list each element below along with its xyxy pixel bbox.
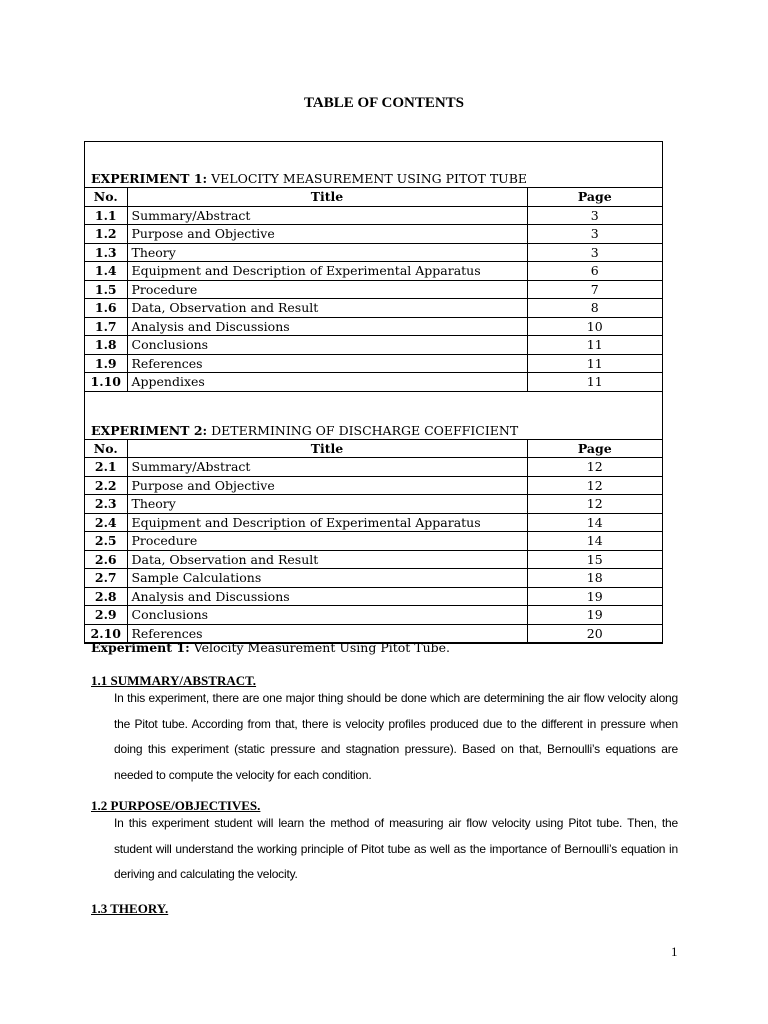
row-title: Theory bbox=[127, 495, 527, 514]
column-header-page: Page bbox=[527, 188, 662, 206]
experiment-2-header bbox=[85, 392, 662, 440]
row-page: 3 bbox=[527, 243, 662, 262]
table-header-row bbox=[85, 188, 662, 206]
row-number: 1.6 bbox=[85, 299, 127, 318]
row-number: 1.3 bbox=[85, 243, 127, 262]
caption-label: Experiment 1: bbox=[91, 640, 190, 655]
purpose-paragraph: In this experiment student will learn the method of measuring air flow velocity using Pitot tube. Then, the student will understand the working principle of Pitot tube as well as the importance of Bernoulli’s equation in deriving and calculating the velocity. bbox=[114, 816, 678, 881]
row-page: 11 bbox=[527, 354, 662, 373]
row-number: 2.1 bbox=[85, 458, 127, 477]
table-row bbox=[85, 262, 662, 281]
row-page: 7 bbox=[527, 280, 662, 299]
row-page: 12 bbox=[527, 495, 662, 514]
table-row bbox=[85, 606, 662, 625]
row-page: 3 bbox=[527, 225, 662, 244]
row-title: Analysis and Discussions bbox=[127, 587, 527, 606]
table-row bbox=[85, 225, 662, 244]
row-title: Data, Observation and Result bbox=[127, 299, 527, 318]
row-title: Conclusions bbox=[127, 606, 527, 625]
table-header-row bbox=[85, 440, 662, 458]
row-page: 19 bbox=[527, 606, 662, 625]
row-title: Data, Observation and Result bbox=[127, 550, 527, 569]
caption bbox=[91, 640, 450, 655]
row-page: 14 bbox=[527, 532, 662, 551]
row-title: Procedure bbox=[127, 280, 527, 299]
row-title: References bbox=[127, 354, 527, 373]
experiment-1-table bbox=[85, 188, 662, 392]
page-title: TABLE OF CONTENTS bbox=[303, 95, 465, 111]
row-page: 8 bbox=[527, 299, 662, 318]
row-number: 1.10 bbox=[85, 373, 127, 392]
table-row bbox=[85, 587, 662, 606]
table-row bbox=[85, 299, 662, 318]
row-page: 3 bbox=[527, 206, 662, 225]
row-number: 2.5 bbox=[85, 532, 127, 551]
purpose-heading: 1.2 PURPOSE/OBJECTIVES. bbox=[91, 798, 261, 813]
experiment-2-label: EXPERIMENT 2: bbox=[91, 422, 208, 438]
row-number: 2.10 bbox=[85, 624, 127, 643]
table-row bbox=[85, 373, 662, 392]
row-number: 2.2 bbox=[85, 476, 127, 495]
summary-heading: 1.1 SUMMARY/ABSTRACT. bbox=[91, 673, 257, 688]
row-page: 18 bbox=[527, 569, 662, 588]
row-page: 14 bbox=[527, 513, 662, 532]
row-page: 12 bbox=[527, 476, 662, 495]
row-page: 15 bbox=[527, 550, 662, 569]
row-number: 2.7 bbox=[85, 569, 127, 588]
row-number: 1.1 bbox=[85, 206, 127, 225]
table-row bbox=[85, 354, 662, 373]
row-number: 1.7 bbox=[85, 317, 127, 336]
row-number: 1.8 bbox=[85, 336, 127, 355]
row-page: 10 bbox=[527, 317, 662, 336]
experiment-1-label: EXPERIMENT 1: bbox=[91, 171, 208, 186]
table-row bbox=[85, 532, 662, 551]
row-title: Purpose and Objective bbox=[127, 225, 527, 244]
row-number: 2.8 bbox=[85, 587, 127, 606]
caption-text: Velocity Measurement Using Pitot Tube. bbox=[193, 640, 451, 655]
table-row bbox=[85, 317, 662, 336]
table-row bbox=[85, 243, 662, 262]
row-page: 6 bbox=[527, 262, 662, 281]
row-title: Appendixes bbox=[127, 373, 527, 392]
row-title: Theory bbox=[127, 243, 527, 262]
column-header-no: No. bbox=[85, 440, 127, 458]
table-row bbox=[85, 336, 662, 355]
table-row bbox=[85, 280, 662, 299]
row-number: 2.9 bbox=[85, 606, 127, 625]
row-title: Conclusions bbox=[127, 336, 527, 355]
row-number: 2.6 bbox=[85, 550, 127, 569]
row-page: 11 bbox=[527, 336, 662, 355]
column-header-title: Title bbox=[127, 188, 527, 206]
experiment-1-name: VELOCITY MEASUREMENT USING PITOT TUBE bbox=[211, 171, 528, 186]
page-number: 1 bbox=[671, 944, 678, 959]
row-title: Summary/Abstract bbox=[127, 206, 527, 225]
row-title: Sample Calculations bbox=[127, 569, 527, 588]
table-row bbox=[85, 476, 662, 495]
row-number: 1.4 bbox=[85, 262, 127, 281]
row-number: 2.4 bbox=[85, 513, 127, 532]
row-number: 2.3 bbox=[85, 495, 127, 514]
row-page: 12 bbox=[527, 458, 662, 477]
column-header-no: No. bbox=[85, 188, 127, 206]
row-title: Summary/Abstract bbox=[127, 458, 527, 477]
table-row bbox=[85, 550, 662, 569]
experiment-1-header bbox=[85, 142, 662, 188]
row-number: 1.9 bbox=[85, 354, 127, 373]
row-title: Analysis and Discussions bbox=[127, 317, 527, 336]
row-title: Purpose and Objective bbox=[127, 476, 527, 495]
summary-paragraph: In this experiment, there are one major thing should be done which are determining the air flow velocity along the Pitot tube. According from that, there is velocity profiles produced due to the different in pressure when doing this experiment (static pressure and stagnation pressure). Based on that, Bernoulli’s equations are needed to compute the velocity for each condition. bbox=[114, 691, 678, 782]
row-title: Procedure bbox=[127, 532, 527, 551]
table-row bbox=[85, 513, 662, 532]
row-title: References bbox=[127, 624, 527, 643]
table-row bbox=[85, 495, 662, 514]
toc-table bbox=[84, 141, 663, 644]
row-title: Equipment and Description of Experimental Apparatus bbox=[127, 513, 527, 532]
row-page: 11 bbox=[527, 373, 662, 392]
table-row bbox=[85, 458, 662, 477]
table-row bbox=[85, 206, 662, 225]
column-header-title: Title bbox=[127, 440, 527, 458]
theory-heading: 1.3 THEORY. bbox=[91, 901, 169, 916]
experiment-2-table bbox=[85, 440, 662, 644]
column-header-page: Page bbox=[527, 440, 662, 458]
row-page: 19 bbox=[527, 587, 662, 606]
experiment-2-name: DETERMINING OF DISCHARGE COEFFICIENT bbox=[211, 422, 519, 438]
row-page: 20 bbox=[527, 624, 662, 643]
row-number: 1.5 bbox=[85, 280, 127, 299]
row-number: 1.2 bbox=[85, 225, 127, 244]
row-title: Equipment and Description of Experimental Apparatus bbox=[127, 262, 527, 281]
table-row bbox=[85, 569, 662, 588]
